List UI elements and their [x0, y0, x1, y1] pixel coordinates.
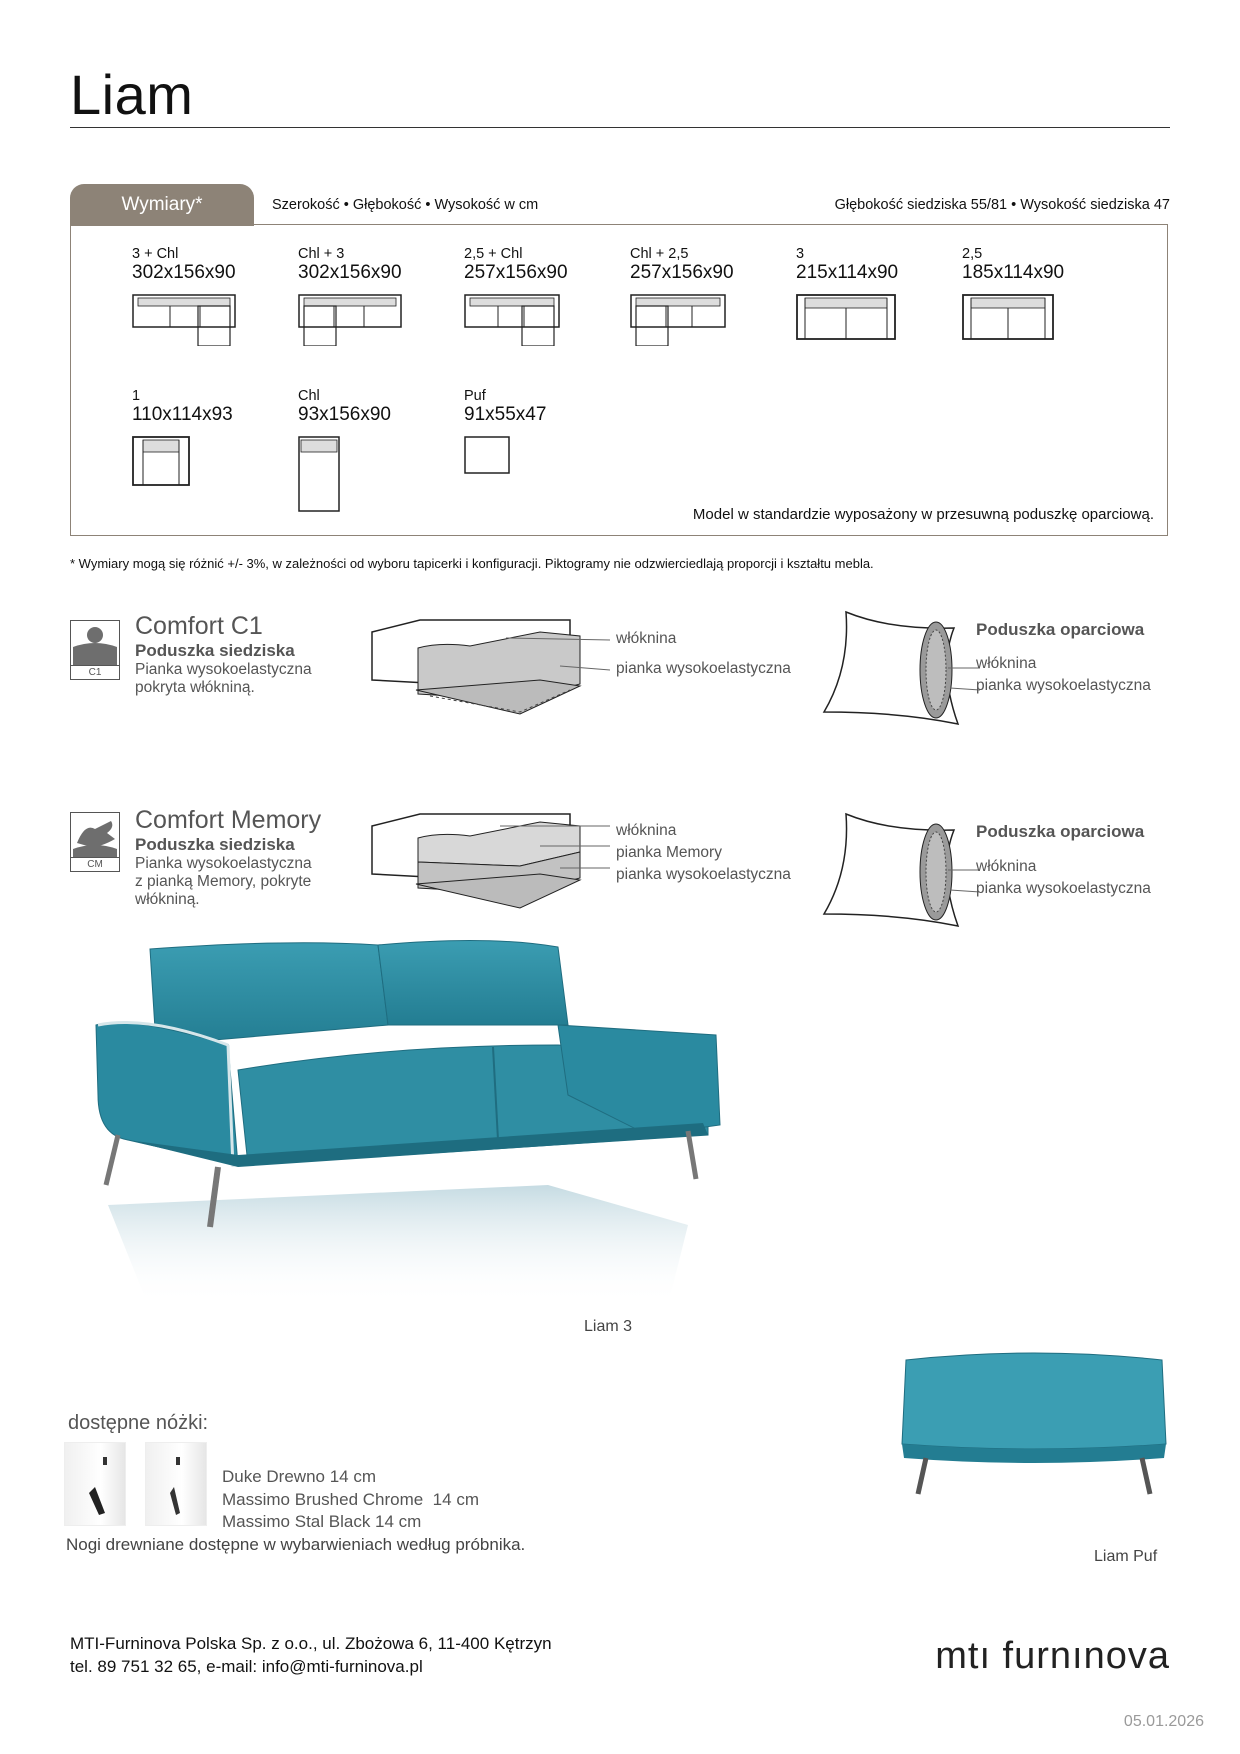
model-note: Model w standardzie wyposażony w przesuwną poduszkę oparciową.	[692, 506, 1154, 523]
dimension-item	[464, 246, 568, 346]
document-date: 05.01.2026	[1123, 1713, 1204, 1730]
dimension-item	[298, 388, 391, 514]
comfort-c1-text	[135, 612, 312, 697]
comfort-memory-text	[135, 806, 321, 909]
dimension-label: 1	[132, 388, 141, 404]
corner-right-chl-pictogram	[298, 294, 402, 346]
company-info	[70, 1632, 552, 1678]
comfort-desc: Pianka wysokoelastyczna	[135, 855, 312, 872]
dimension-value: 302x156x90	[298, 262, 402, 283]
legs-heading: dostępne nóżki:	[68, 1412, 209, 1434]
puf-caption: Liam Puf	[1094, 1548, 1158, 1565]
pouf-liam-image	[896, 1346, 1172, 1498]
seat-layer-label: pianka Memory	[616, 844, 722, 861]
sofa-2-5-pictogram	[962, 294, 1054, 342]
seat-layer-label: włóknina	[616, 822, 677, 839]
pouf-pictogram	[464, 436, 512, 476]
dimensions-footnote: * Wymiary mogą się różnić +/- 3%, w zależności od wyboru tapicerki i konfiguracji. Piktogramy nie odzwierciedlają proporcji i kształtu mebla.	[70, 556, 874, 571]
dimension-item	[630, 246, 734, 346]
comfort-desc: włókniną.	[135, 891, 200, 908]
seat-layer-label: włóknina	[616, 630, 677, 647]
seat-layer-label: pianka wysokoelastyczna	[616, 866, 791, 883]
comfort-memory-badge	[70, 812, 120, 872]
comfort-desc: Pianka wysokoelastyczna	[135, 661, 312, 678]
back-layer-label: włóknina	[976, 858, 1037, 875]
sofa-3-pictogram	[796, 294, 896, 342]
dimension-value: 110x114x93	[132, 404, 233, 425]
hand-press-icon	[71, 813, 119, 857]
dimension-item	[132, 246, 236, 346]
legs-list	[222, 1466, 479, 1534]
dimension-value: 302x156x90	[132, 262, 236, 283]
chaise-longue-pictogram	[298, 436, 342, 514]
comfort-subtitle: Poduszka siedziska	[135, 835, 295, 854]
dimensions-header: Szerokość • Głębokość • Wysokość w cm	[272, 197, 539, 213]
dimension-label: Chl + 3	[298, 246, 345, 262]
brand-logo: mtı furnınova	[935, 1635, 1170, 1677]
dimension-label: Chl + 2,5	[630, 246, 689, 262]
comfort-desc: z pianką Memory, pokryte	[135, 873, 312, 890]
dimension-value: 93x156x90	[298, 404, 391, 425]
dimension-item	[298, 246, 402, 346]
comfort-seat-icon	[71, 621, 119, 665]
comfort-code: CM	[71, 857, 119, 872]
armchair-pictogram	[132, 436, 192, 488]
back-layer-label: włóknina	[976, 655, 1037, 672]
back-cushion-title: Poduszka oparciowa	[976, 620, 1145, 639]
dimension-label: 3	[796, 246, 805, 262]
back-layer-label: pianka wysokoelastyczna	[976, 880, 1151, 897]
corner-left-chl-pictogram	[132, 294, 236, 346]
memory-cushion-diagram	[370, 812, 620, 912]
dimension-label: 2,5 + Chl	[464, 246, 523, 262]
leg-option: Massimo Brushed Chrome 14 cm	[222, 1489, 479, 1509]
dimension-label: Chl	[298, 388, 320, 404]
seat-info: Głębokość siedziska 55/81 • Wysokość siedziska 47	[834, 197, 1170, 213]
leg-option: Massimo Stal Black 14 cm	[222, 1512, 422, 1531]
title-divider	[70, 127, 1170, 128]
dimension-value: 185x114x90	[962, 262, 1065, 283]
sofa-liam-3-image	[88, 935, 728, 1315]
sofa-caption: Liam 3	[584, 1318, 633, 1335]
legs-note: Nogi drewniane dostępne w wybarwieniach według próbnika.	[66, 1535, 526, 1554]
dimension-value: 257x156x90	[630, 262, 734, 283]
leg-option: Duke Drewno 14 cm	[222, 1467, 377, 1486]
back-layer-label: pianka wysokoelastyczna	[976, 677, 1151, 694]
company-address: MTI-Furninova Polska Sp. z o.o., ul. Zbożowa 6, 11-400 Kętrzyn	[70, 1634, 552, 1653]
back-cushion-title: Poduszka oparciowa	[976, 822, 1145, 841]
comfort-c1-badge	[70, 620, 120, 680]
page-title: Liam	[70, 63, 194, 126]
comfort-code: C1	[71, 665, 119, 680]
back-cushion-diagram	[820, 810, 980, 932]
seat-layer-label: pianka wysokoelastyczna	[616, 660, 791, 677]
dimension-item	[464, 388, 546, 476]
dimension-label: 2,5	[962, 246, 983, 262]
dimensions-tab: Wymiary*	[70, 184, 254, 226]
corner-left-chl-pictogram	[464, 294, 560, 346]
dimension-item	[796, 246, 898, 342]
dimension-label: Puf	[464, 388, 486, 404]
dimension-value: 257x156x90	[464, 262, 568, 283]
comfort-title: Comfort Memory	[135, 806, 322, 834]
company-contact: tel. 89 751 32 65, e-mail: info@mti-furninova.pl	[70, 1657, 423, 1676]
seat-cushion-diagram	[370, 618, 620, 718]
leg-metal-thumbnail	[145, 1442, 207, 1526]
comfort-subtitle: Poduszka siedziska	[135, 641, 295, 660]
leg-wood-thumbnail	[64, 1442, 126, 1526]
comfort-title: Comfort C1	[135, 612, 263, 640]
dimension-item	[962, 246, 1064, 342]
back-cushion-diagram	[820, 608, 980, 730]
dimension-value: 91x55x47	[464, 404, 547, 425]
comfort-desc: pokryta włókniną.	[135, 679, 255, 696]
dimension-item	[132, 388, 233, 488]
dimension-value: 215x114x90	[796, 262, 899, 283]
corner-right-chl-pictogram	[630, 294, 726, 346]
dimension-label: 3 + Chl	[132, 246, 179, 262]
